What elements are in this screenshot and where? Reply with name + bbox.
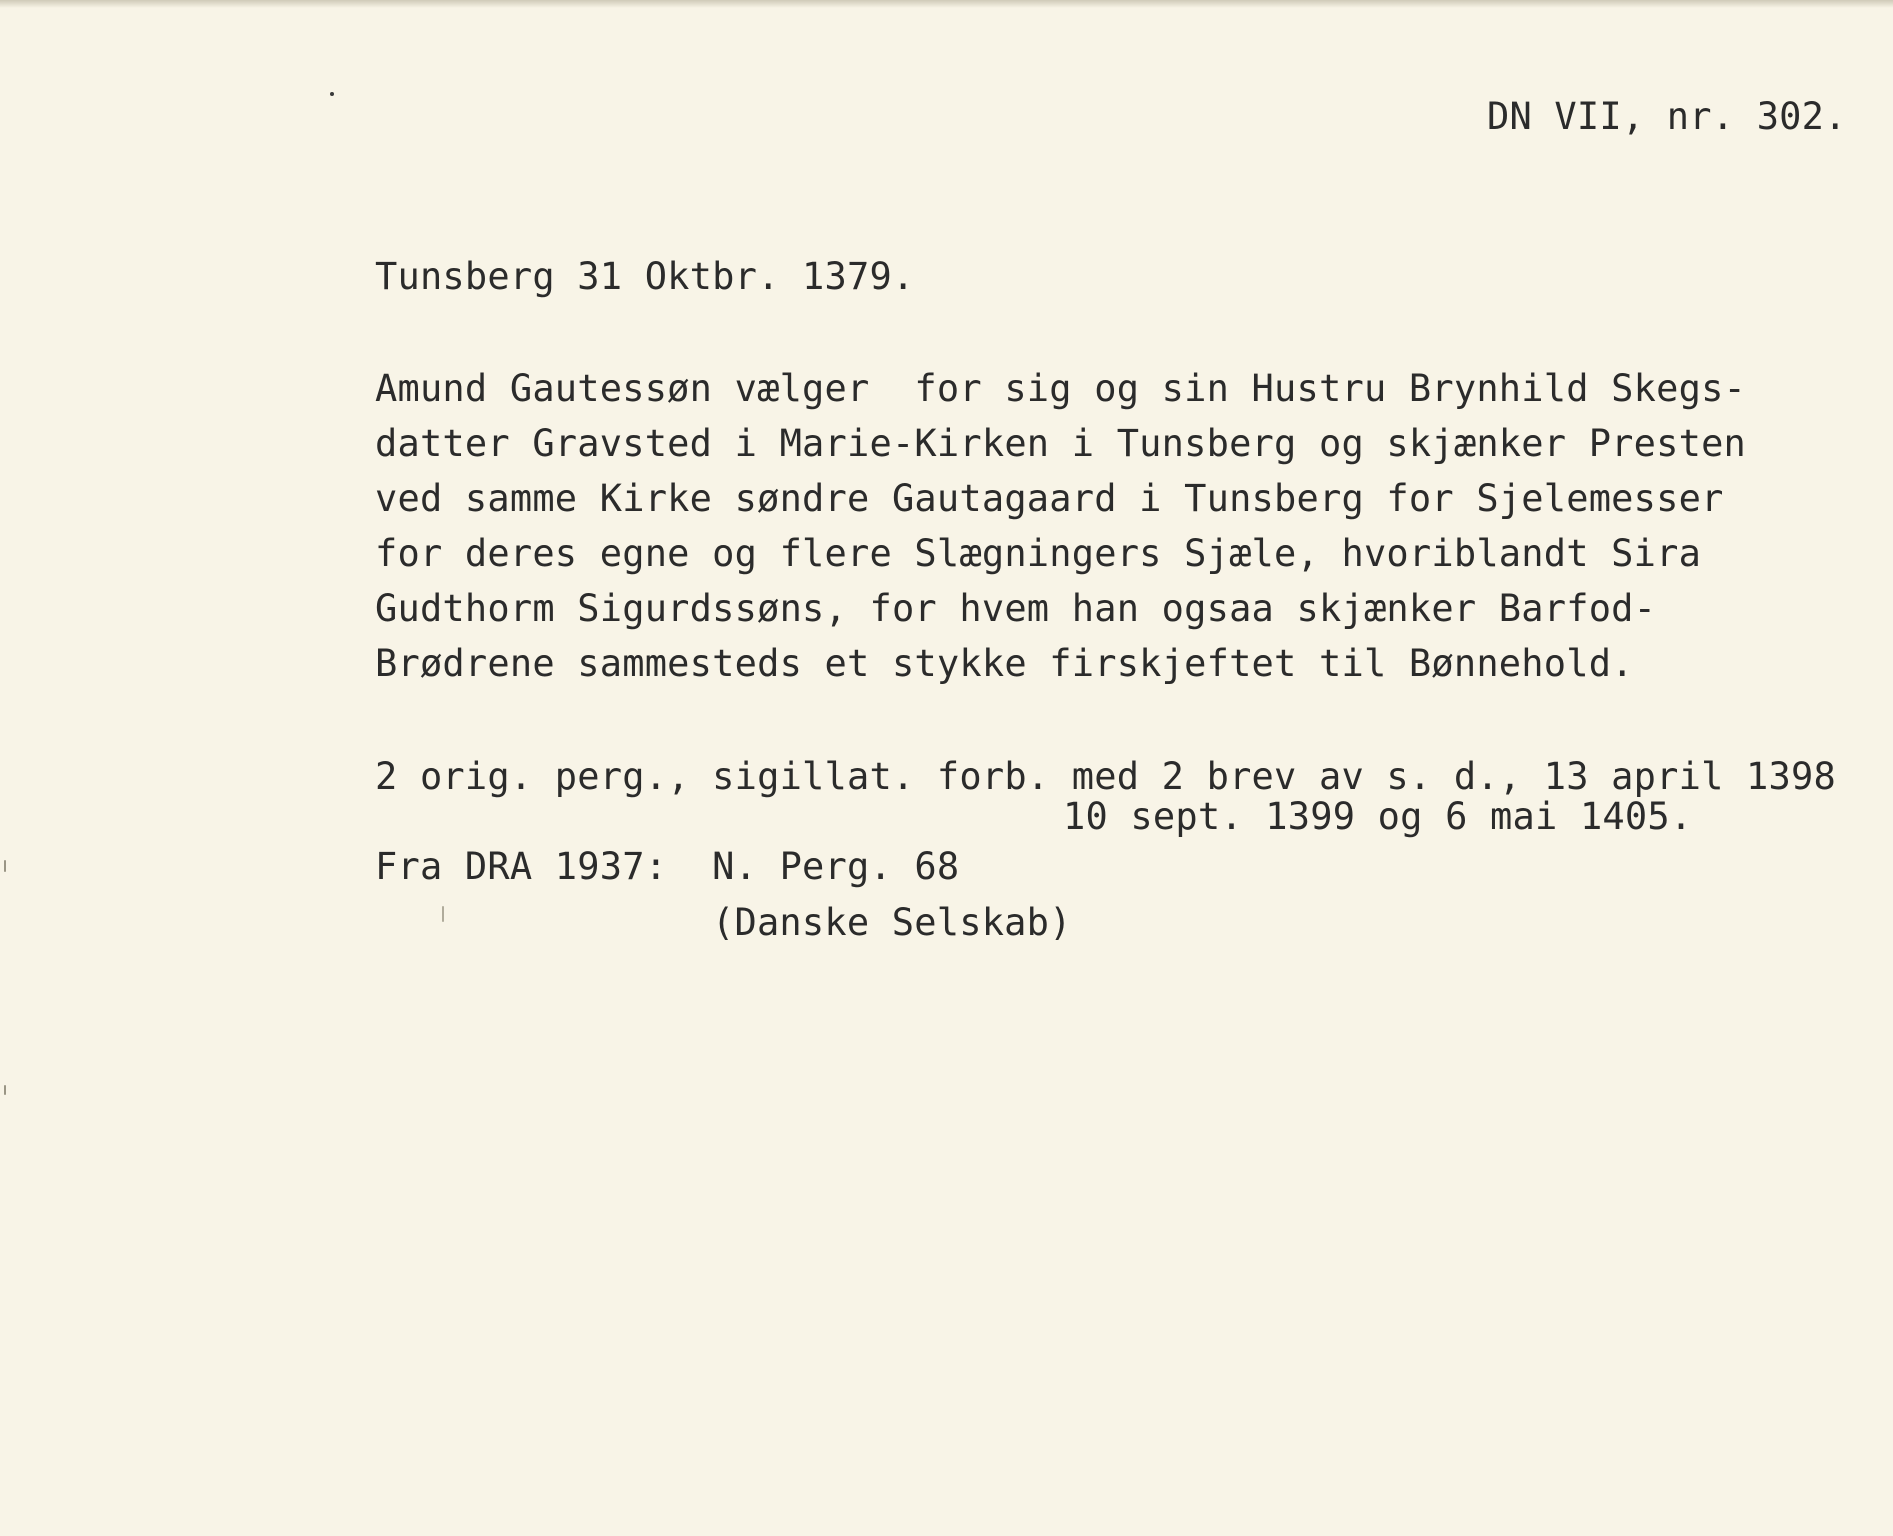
provenance-value: N. Perg. 68 (712, 845, 960, 888)
edge-mark (4, 860, 6, 872)
provenance-note: (Danske Selskab) (712, 901, 1072, 944)
provenance-label: Fra DRA 1937: (375, 845, 668, 888)
source-line: 2 orig. perg., sigillat. forb. med 2 brev av s. d., 13 april 1398 (375, 755, 1836, 798)
date-line: Tunsberg 31 Oktbr. 1379. (375, 255, 915, 298)
edge-mark (4, 1085, 6, 1095)
body-line: ved samme Kirke søndre Gautagaard i Tunsberg for Sjelemesser (375, 477, 1724, 520)
body-line: for deres egne og flere Slægningers Sjæle, hvoriblandt Sira (375, 532, 1702, 575)
body-line: Amund Gautessøn vælger for sig og sin Hustru Brynhild Skegs- (375, 367, 1747, 410)
body-line: datter Gravsted i Marie-Kirken i Tunsberg og skjænker Presten (375, 422, 1747, 465)
body-line: Brødrene sammesteds et stykke firskjeftet til Bønnehold. (375, 642, 1634, 685)
source-line: 10 sept. 1399 og 6 mai 1405. (1063, 795, 1693, 838)
ink-dot (330, 92, 334, 96)
body-line: Gudthorm Sigurdssøns, for hvem han ogsaa skjænker Barfod- (375, 587, 1657, 630)
reference-number: DN VII, nr. 302. (1487, 95, 1847, 138)
provenance-line (375, 845, 960, 888)
card-top-edge (0, 0, 1893, 8)
pencil-tick (442, 906, 444, 922)
